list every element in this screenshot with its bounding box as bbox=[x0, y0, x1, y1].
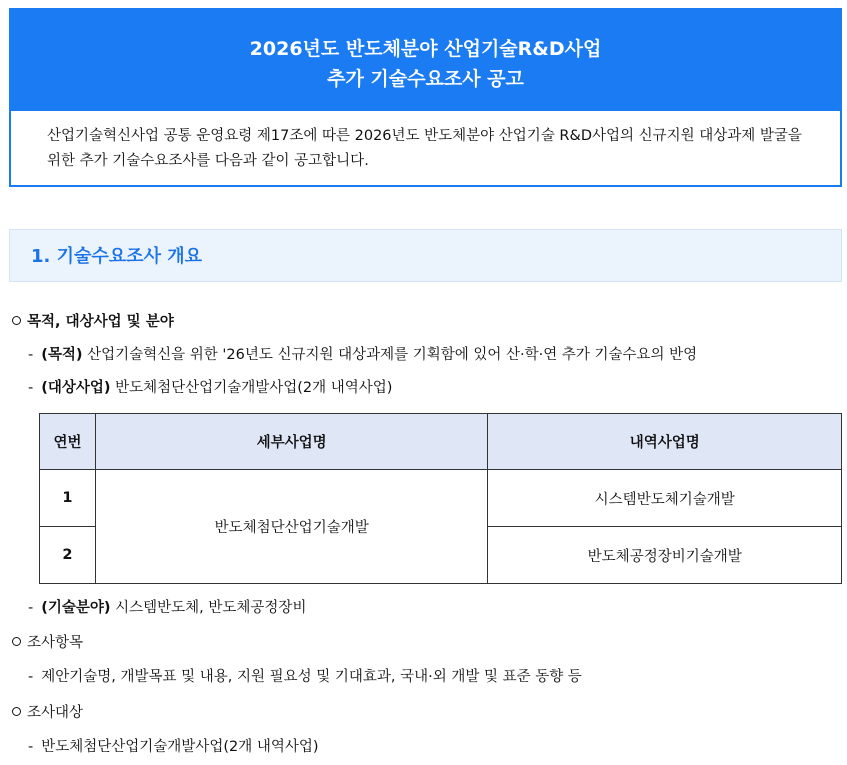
target-label: (대상사업) bbox=[41, 380, 111, 396]
target-line bbox=[28, 378, 392, 398]
table-header-sub-project: 세부사업명 bbox=[95, 414, 488, 470]
field-label: (기술분야) bbox=[41, 600, 111, 616]
circle-bullet-icon bbox=[12, 707, 21, 716]
dash-bullet-icon: - bbox=[28, 600, 34, 616]
circle-bullet-icon bbox=[12, 637, 21, 646]
table-header-row bbox=[40, 414, 842, 470]
table-row bbox=[40, 470, 842, 527]
purpose-heading-text: 목적, 대상사업 및 분야 bbox=[27, 314, 174, 330]
notice-body-line1: 산업기술혁신사업 공통 운영요령 제17조에 따른 2026년도 반도체분야 산업기술 R&D사업의 신규지원 대상과제 발굴을 bbox=[47, 128, 802, 144]
survey-target-text: 반도체첨단산업기술개발사업(2개 내역사업) bbox=[41, 739, 319, 755]
survey-items-text: 제안기술명, 개발목표 및 내용, 지원 필요성 및 기대효과, 국내·외 개발 및 표준 동향 등 bbox=[41, 669, 582, 685]
row-number: 1 bbox=[40, 470, 96, 527]
dash-bullet-icon: - bbox=[28, 347, 34, 363]
circle-bullet-icon bbox=[12, 316, 21, 325]
field-text: 시스템반도체, 반도체공정장비 bbox=[110, 600, 307, 616]
dash-bullet-icon: - bbox=[28, 669, 34, 685]
notice-body bbox=[9, 111, 842, 187]
notice-header bbox=[9, 8, 842, 111]
purpose-label: (목적) bbox=[41, 347, 83, 363]
field-line bbox=[28, 598, 306, 618]
section-heading: 1. 기술수요조사 개요 bbox=[9, 229, 842, 282]
detail-project-name: 반도체공정장비기술개발 bbox=[488, 527, 842, 584]
survey-items-line bbox=[28, 667, 582, 687]
survey-target-heading-text: 조사대상 bbox=[27, 705, 84, 721]
purpose-line bbox=[28, 345, 697, 365]
table-header-detail-project: 내역사업명 bbox=[488, 414, 842, 470]
survey-target-line bbox=[28, 737, 319, 757]
survey-items-heading bbox=[12, 633, 83, 653]
survey-target-heading bbox=[12, 703, 83, 723]
notice-title-line2: 추가 기술수요조사 공고 bbox=[327, 68, 524, 90]
survey-items-heading-text: 조사항목 bbox=[27, 635, 84, 651]
dash-bullet-icon: - bbox=[28, 380, 34, 396]
row-number: 2 bbox=[40, 527, 96, 584]
table-header-no: 연번 bbox=[40, 414, 96, 470]
detail-project-name: 시스템반도체기술개발 bbox=[488, 470, 842, 527]
sub-project-name: 반도체첨단산업기술개발 bbox=[95, 470, 488, 584]
notice-box bbox=[9, 8, 842, 187]
notice-title-line1: 2026년도 반도체분야 산업기술R&D사업 bbox=[249, 38, 602, 60]
target-text: 반도체첨단산업기술개발사업(2개 내역사업) bbox=[110, 380, 393, 396]
notice-body-line2: 위한 추가 기술수요조사를 다음과 같이 공고합니다. bbox=[47, 153, 369, 169]
dash-bullet-icon: - bbox=[28, 739, 34, 755]
purpose-text: 산업기술혁신을 위한 '26년도 신규지원 대상과제를 기획함에 있어 산·학·연 추가 기술수요의 반영 bbox=[82, 347, 698, 363]
purpose-heading bbox=[12, 312, 174, 332]
project-table bbox=[39, 413, 842, 584]
